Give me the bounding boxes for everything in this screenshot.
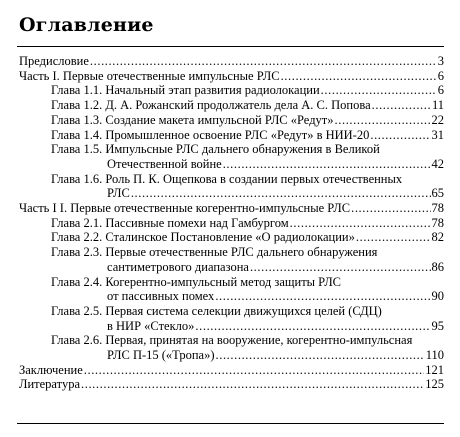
toc-entry-title: Глава 2.3. Первые отечественные РЛС дальнего обнаружения [51, 245, 378, 260]
dot-leader [321, 83, 437, 98]
toc-entry-title: Глава 1.1. Начальный этап развития радиолокации [51, 83, 320, 98]
toc-part-entry[interactable] [19, 201, 444, 216]
toc-chapter-entry[interactable] [19, 275, 444, 304]
toc-entry-title: Глава 1.5. Импульсные РЛС дальнего обнаружения в Великой [51, 142, 380, 157]
toc-chapter-entry[interactable] [19, 304, 444, 333]
toc-entry-title: в НИР «Стекло» [107, 318, 195, 333]
dot-leader [223, 157, 431, 172]
dot-leader [356, 230, 431, 245]
bottom-divider [17, 423, 444, 424]
toc-part-entry[interactable] [19, 363, 444, 378]
toc-entry-title: сантиметрового диапазона [107, 259, 249, 274]
toc-page-number: 6 [437, 83, 444, 98]
toc-page-number: 121 [425, 362, 444, 377]
dot-leader [84, 363, 425, 378]
toc-entry-title: Заключение [19, 362, 83, 377]
dot-leader [90, 54, 437, 69]
toc-chapter-entry[interactable] [19, 172, 444, 201]
dot-leader [281, 69, 437, 84]
dot-leader [195, 319, 430, 334]
toc-page-number: 95 [431, 318, 444, 333]
dot-leader [216, 348, 425, 363]
toc-entry-title: Глава 1.4. Промышленное освоение РЛС «Редут» в НИИ-20 [51, 127, 370, 142]
toc-page-number: 3 [437, 54, 444, 68]
toc-part-entry[interactable] [19, 69, 444, 84]
toc-entry-title: Глава 1.3. Создание макета импульсной РЛС «Редут» [51, 112, 334, 127]
toc-page-number: 11 [431, 98, 444, 113]
dot-leader [370, 128, 430, 143]
toc-chapter-entry[interactable] [19, 142, 444, 171]
toc-entry-title: от пассивных помех [107, 289, 215, 304]
toc-chapter-entry[interactable] [19, 83, 444, 98]
toc-page-number: 82 [431, 230, 444, 245]
toc-entry-title: Предисловие [19, 54, 89, 68]
toc-chapter-entry[interactable] [19, 98, 444, 113]
toc-entry-title: РЛС П-15 («Тропа») [107, 348, 215, 363]
toc-page-number: 65 [431, 186, 444, 201]
toc-entry-title: Глава 2.4. Когерентно-импульсный метод защиты РЛС [51, 274, 342, 289]
toc-chapter-entry[interactable] [19, 216, 444, 231]
toc-entry-title: Литература [19, 377, 80, 392]
toc-entry-title: Отечественной войне [107, 156, 222, 171]
toc-page-number: 78 [431, 201, 444, 216]
toc-entry-title: Глава 2.1. Пассивные помехи над Гамбургом [51, 215, 289, 230]
toc-chapter-entry[interactable] [19, 128, 444, 143]
toc-chapter-entry[interactable] [19, 333, 444, 362]
toc-entry-title: Часть I I. Первые отечественные когерентно-импульсные РЛС [19, 201, 351, 216]
toc-part-entry[interactable] [19, 54, 444, 69]
toc-page-number: 86 [431, 259, 444, 274]
toc-page-number: 125 [425, 377, 444, 392]
toc-entry-title: РЛС [107, 186, 130, 201]
dot-leader [81, 377, 424, 392]
dot-leader [215, 289, 430, 304]
toc-entry-title: Глава 2.2. Сталинское Постановление «О радиолокации» [51, 230, 355, 245]
dot-leader [372, 98, 431, 113]
toc-entry-title: Глава 2.6. Первая, принятая на вооружение, когерентно-импульсная [51, 333, 413, 348]
dot-leader [335, 113, 431, 128]
toc-entry-title: Глава 1.6. Роль П. К. Ощепкова в создании первых отечественных [51, 171, 403, 186]
toc-page-number: 90 [431, 289, 444, 304]
page-title: Оглавление [19, 14, 154, 36]
toc-page-number: 31 [431, 127, 444, 142]
toc-page-number: 110 [425, 348, 444, 363]
toc-entry-title: Часть I. Первые отечественные импульсные РЛС [19, 68, 280, 83]
toc-entry-title: Глава 1.2. Д. А. Рожанский продолжатель дела А. С. Попова [51, 98, 371, 113]
toc-chapter-entry[interactable] [19, 230, 444, 245]
toc-chapter-entry[interactable] [19, 245, 444, 274]
toc-page-number: 78 [431, 215, 444, 230]
toc-page-number: 42 [431, 156, 444, 171]
dot-leader [290, 216, 431, 231]
dot-leader [351, 201, 430, 216]
toc-page-number: 6 [437, 68, 444, 83]
toc-chapter-entry[interactable] [19, 113, 444, 128]
dot-leader [131, 186, 431, 201]
top-divider [17, 46, 444, 47]
toc-entry-title: Глава 2.5. Первая система селекции движущихся целей (СДЦ) [51, 303, 382, 318]
toc-part-entry[interactable] [19, 377, 444, 392]
toc-page-number: 22 [431, 112, 444, 127]
table-of-contents [19, 54, 444, 392]
dot-leader [250, 260, 431, 275]
